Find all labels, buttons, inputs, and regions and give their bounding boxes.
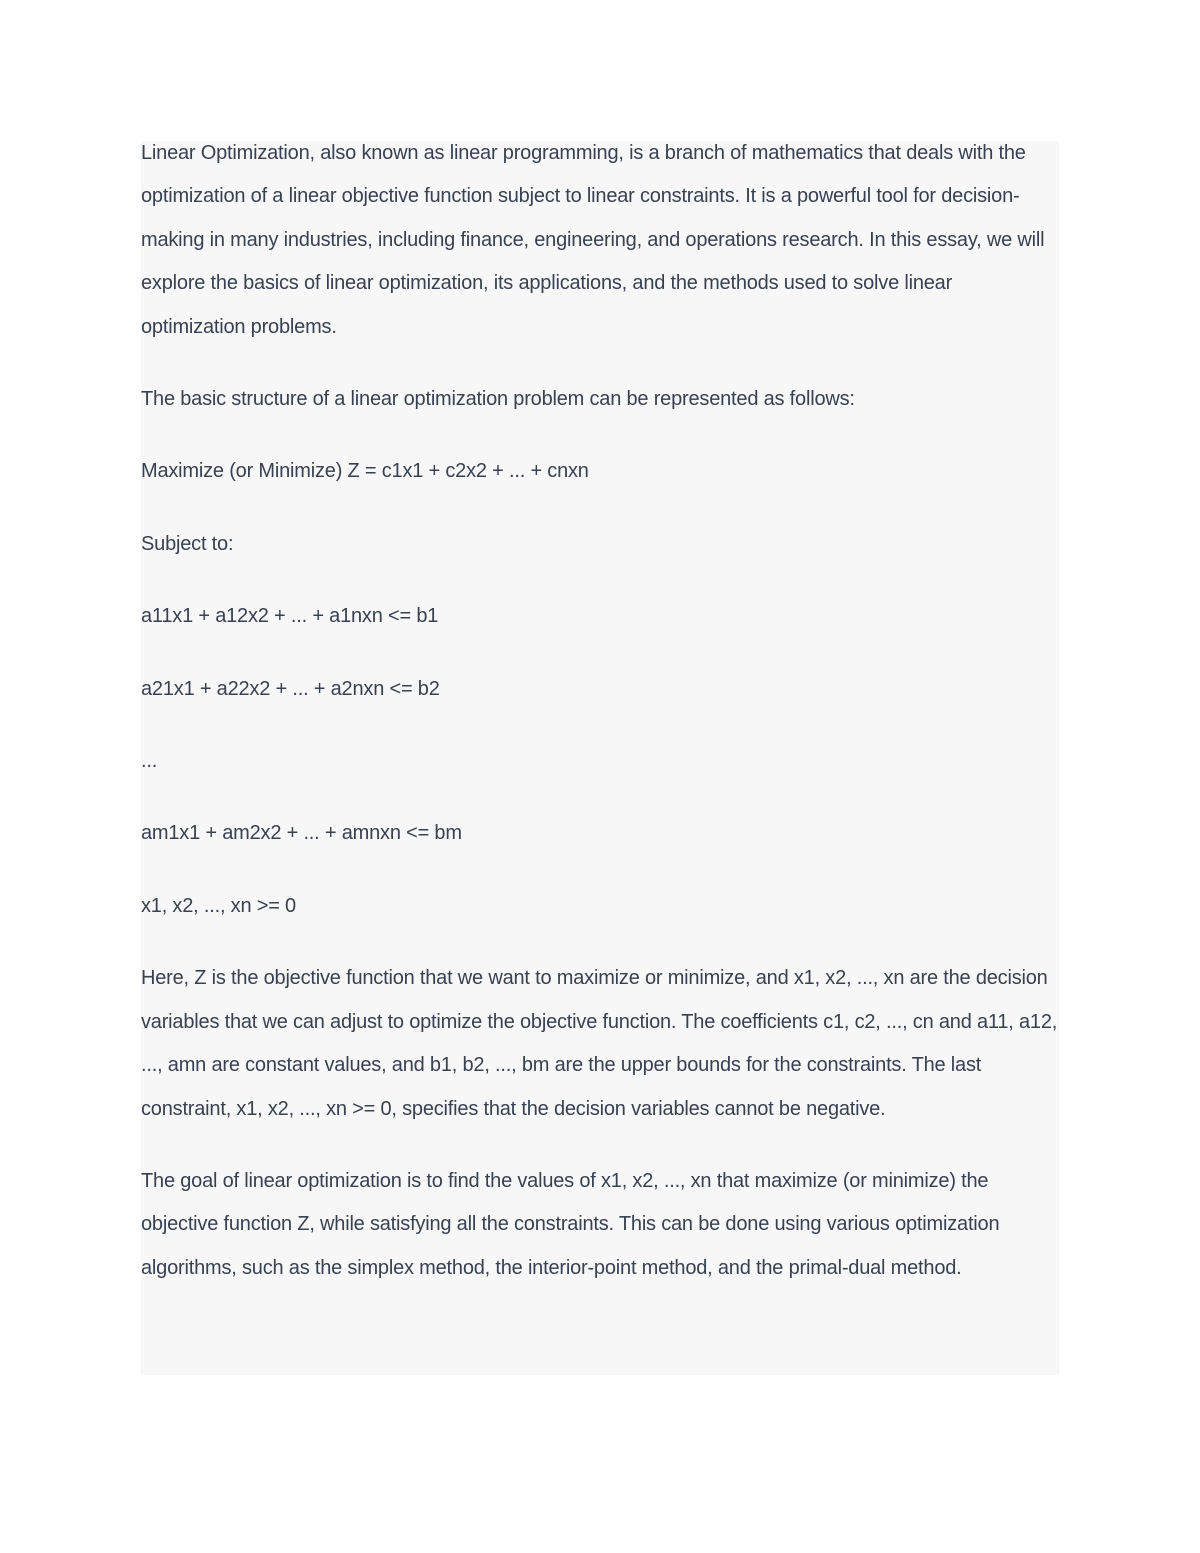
constraint-ellipsis: ... [141,750,158,773]
document-body [141,132,1061,1290]
goal-paragraph: The goal of linear optimization is to find the values of x1, x2, ..., xn that maximize (or minimize) the objective function Z, while satisfying all the constraints. This can be done using various optimization algorithms, such as the simplex method, the interior-point method, and the primal-dual method. [141,1169,1000,1279]
intro-paragraph: Linear Optimization, also known as linear programming, is a branch of mathematics that deals with the optimization of a linear objective function subject to linear constraints. It is a powerful tool for decision-making in many industries, including finance, engineering, and operations research. In this essay, we will explore the basics of linear optimization, its applications, and the methods used to solve linear optimization problems. [141,142,1045,338]
constraint-m: am1x1 + am2x2 + ... + amnxn <= bm [141,822,462,845]
structure-intro-paragraph: The basic structure of a linear optimization problem can be represented as follows: [141,388,855,411]
nonnegativity-constraint: x1, x2, ..., xn >= 0 [141,894,296,917]
subject-to-label: Subject to: [141,532,234,555]
constraint-2: a21x1 + a22x2 + ... + a2nxn <= b2 [141,677,440,700]
constraint-1: a11x1 + a12x2 + ... + a1nxn <= b1 [141,605,439,628]
explanation-paragraph: Here, Z is the objective function that we want to maximize or minimize, and x1, x2, ..., xn are the decision variables that we can adjust to optimize the objective function. The coefficients c1, c2, ..., cn and a11, a12, ..., amn are constant values, and b1, b2, ..., bm are the upper bounds for the constraints. The last constraint, x1, x2, ..., xn >= 0, specifies that the decision variables cannot be negative. [141,967,1058,1120]
objective-function: Maximize (or Minimize) Z = c1x1 + c2x2 + ... + cnxn [141,460,589,483]
